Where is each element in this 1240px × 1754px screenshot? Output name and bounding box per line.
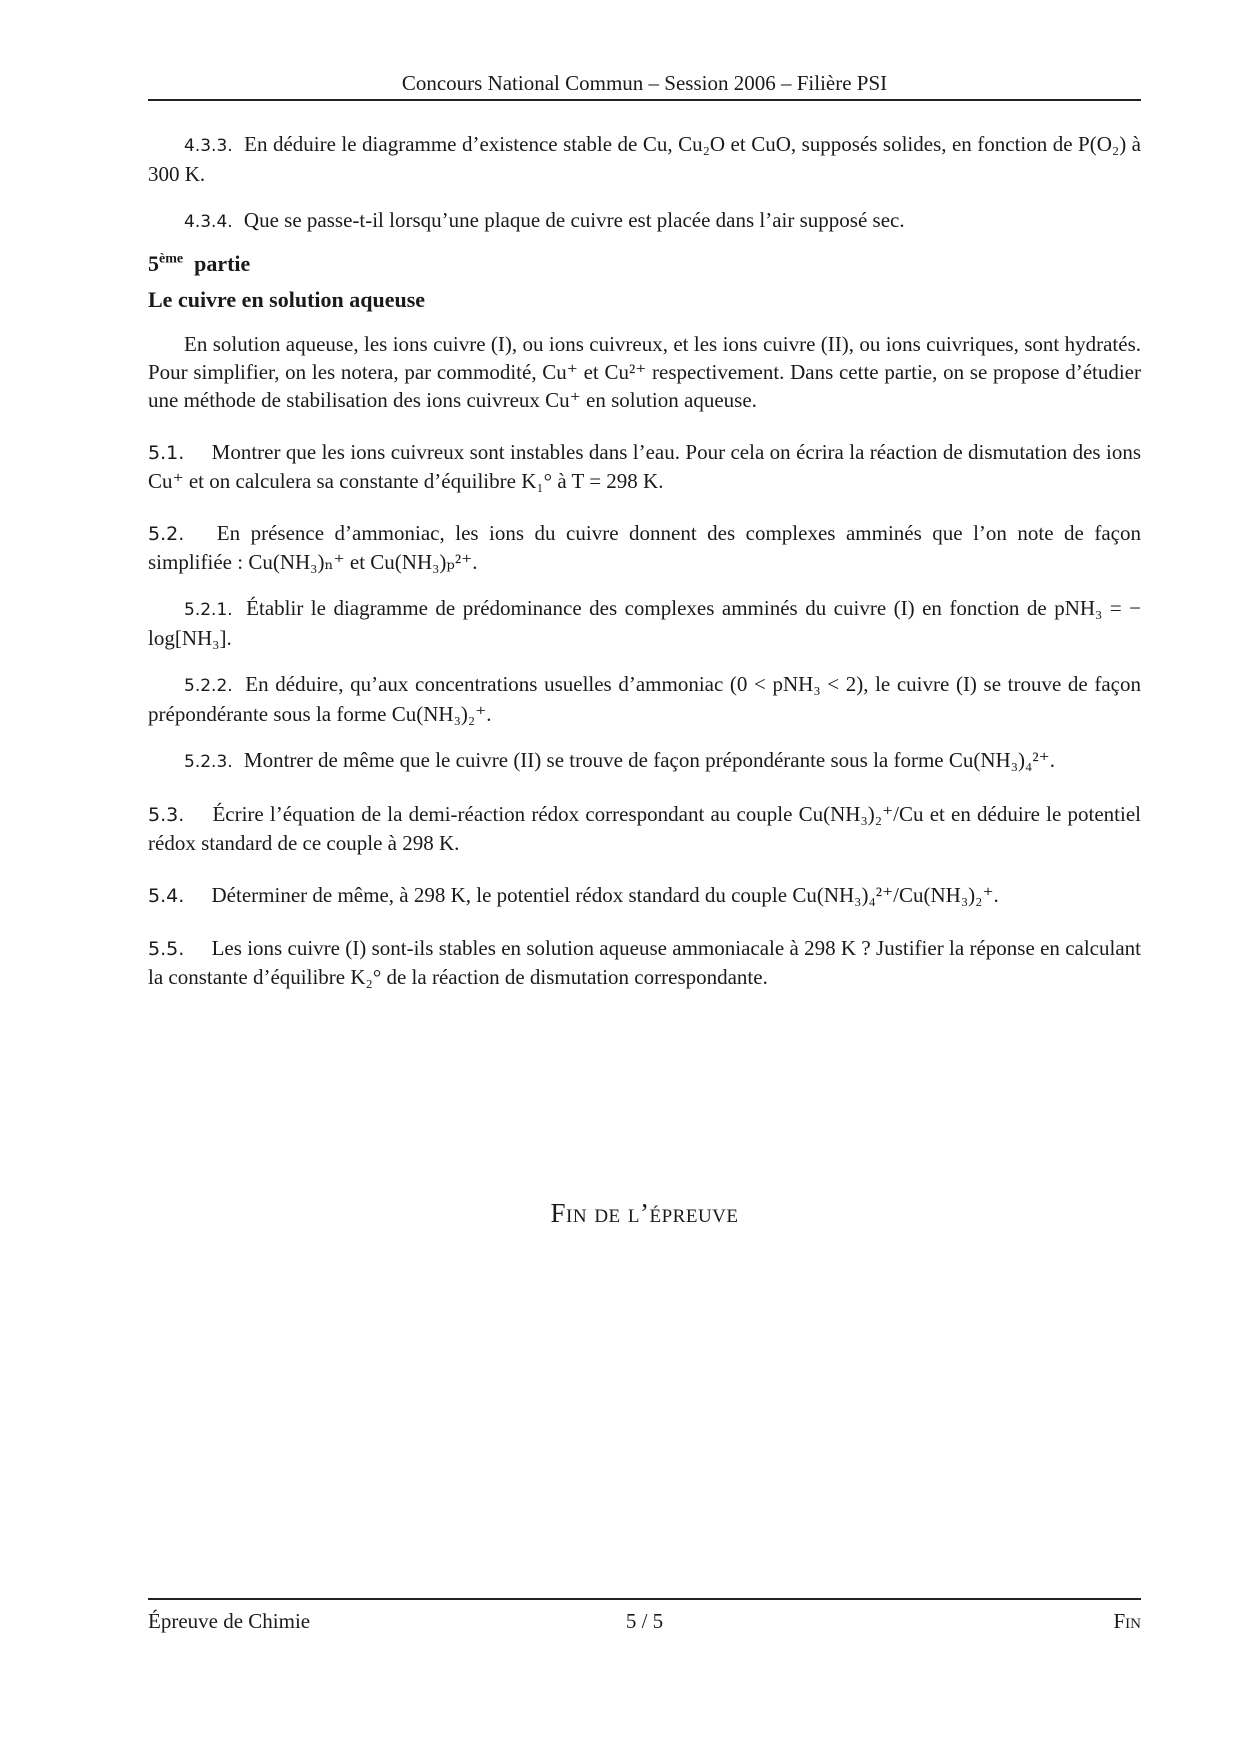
end-of-exam-title [148,1198,1141,1229]
question-5-3 [148,800,1141,857]
question-text: En déduire le diagramme d’existence stable de Cu, Cu₂O et CuO, supposés solides, en fonction de P(O₂) à 300 K. [148,132,1141,186]
question-text: Montrer que les ions cuivreux sont instables dans l’eau. Pour cela on écrira la réaction de dismutation des ions Cu⁺ et on calculera sa constante d’équilibre K₁° à T = 298 K. [148,440,1142,493]
part-label: partie [194,251,251,276]
part-heading [148,250,1141,278]
question-text: Les ions cuivre (I) sont-ils stables en solution aqueuse ammoniacale à 298 K ? Justifier la réponse en calculant la constante d’équilibre K₂° de la réaction de dismutation correspondante. [148,936,1141,989]
page-content [148,130,1141,991]
footer-subject: Épreuve de Chimie [148,1609,311,1633]
question-number: 4.3.4. [184,212,233,232]
page-header: Concours National Commun – Session 2006 – Filière PSI [401,71,888,95]
question-4-3-4 [148,206,1141,236]
question-number: 5.2.2. [184,676,233,696]
header-rule [148,99,1141,101]
question-text: Que se passe-t-il lorsqu’une plaque de cuivre est placée dans l’air supposé sec. [243,208,905,232]
intro-paragraph: En solution aqueuse, les ions cuivre (I), ou ions cuivreux, et les ions cuivre (II), ou ions cuivriques, sont hydratés. Pour simplifier, on les notera, par commodité, Cu⁺ et Cu²⁺ respectivement. Dans cette partie, on se propose d’étudier une méthode de stabilisation des ions cuivreux Cu⁺ en solution aqueuse. [148,332,1141,412]
exam-page [148,0,1141,1754]
question-number: 5.5. [148,938,185,960]
question-5-5 [148,934,1141,991]
question-text: Écrire l’équation de la demi-réaction rédox correspondant au couple Cu(NH₃)₂⁺/Cu et en déduire le potentiel rédox standard de ce couple à 298 K. [148,802,1141,855]
question-text: Établir le diagramme de prédominance des complexes amminés du cuivre (I) en fonction de pNH₃ = − log[NH₃]. [148,596,1142,650]
end-of-exam-text: Fin de l’épreuve [550,1198,739,1228]
footer-rule [148,1598,1141,1600]
question-5-1 [148,438,1141,495]
question-number: 5.2. [148,523,185,545]
footer-page-number: 5 / 5 [625,1609,664,1633]
question-5-2-1 [148,594,1141,652]
question-number: 5.3. [148,804,185,826]
part-title: Le cuivre en solution aqueuse [148,287,426,312]
question-text: Déterminer de même, à 298 K, le potentiel rédox standard du couple Cu(NH₃)₄²⁺/Cu(NH₃)₂⁺. [211,883,999,907]
part-number: 5 [148,251,159,276]
footer-end-mark: Fin [1113,1609,1141,1633]
question-5-2 [148,519,1141,576]
question-5-2-3 [148,746,1141,776]
question-5-2-2 [148,670,1141,728]
question-number: 5.2.1. [184,600,233,620]
question-text: En présence d’ammoniac, les ions du cuivre donnent des complexes amminés que l’on note de façon simplifiée : Cu(NH₃)ₙ⁺ et Cu(NH₃)ₚ²⁺. [148,521,1141,574]
question-number: 5.4. [148,885,185,907]
question-number: 5.1. [148,442,185,464]
question-number: 4.3.3. [184,136,233,156]
part-suffix: ème [159,251,184,267]
question-number: 5.2.3. [184,752,233,772]
question-text: En déduire, qu’aux concentrations usuelles d’ammoniac (0 < pNH₃ < 2), le cuivre (I) se trouve de façon prépondérante sous la forme Cu(NH₃)₂⁺. [148,672,1141,726]
question-4-3-3 [148,130,1141,188]
question-text: Montrer de même que le cuivre (II) se trouve de façon prépondérante sous la forme Cu(NH₃)₄²⁺. [243,748,1055,772]
question-5-4 [148,881,1141,910]
